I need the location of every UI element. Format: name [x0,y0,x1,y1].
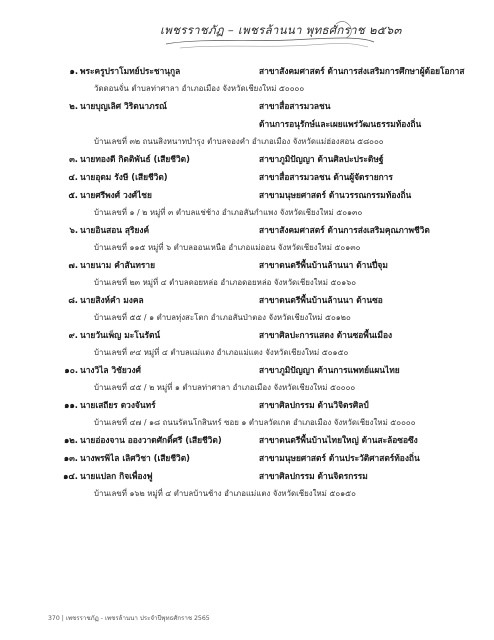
entry-name: นายอ่องจาน อองวาดศักดิ์ศรี (เสียชีวิต) [80,435,222,445]
entry-name: นายบุญเลิศ วิริตนาภรณ์ [80,101,167,111]
list-item [0,291,494,326]
entry-name: นายสิงห์คำ มงคล [80,295,144,305]
entry-field: สาขามนุษยศาสตร์ ด้านประวัติศาสตร์ท้องถิ่น [259,453,420,463]
entry-address: วัดดอนจั่น ตำบลท่าศาลา อำเภอเมือง จังหวัดเชียงใหม่ ๕๐๐๐๐ [94,84,305,93]
entry-name: นายอินสอน สุริยงค์ [80,225,150,235]
entry-name: นายอุดม รังษี (เสียชีวิต) [80,172,168,182]
list-item [0,467,494,502]
entry-field: สาขาสื่อสารมวลชน ด้านผู้จัดรายการ [259,172,393,182]
entry-field-continued: ด้านการอนุรักษ์และเผยแพร่วัฒนธรรมท้องถิ่น [259,119,422,129]
awardee-list [0,62,494,502]
entry-name: นายวันเพ็ญ มะโนรัตน์ [80,330,161,340]
list-item [0,168,494,186]
entry-field: สาขาสื่อสารมวลชน [259,101,331,111]
entry-field: สาขาศิลปกรรม ด้านจิตรกรรม [259,471,368,481]
entry-address: บ้านเลขที่ ๑๑๕ หมู่ที่ ๖ ตำบลออนเหนือ อำเภอแม่ออน จังหวัดเชียงใหม่ ๕๐๑๓๐ [94,243,361,252]
entry-field: สาขาสังคมศาสตร์ ด้านการส่งเสริมการศึกษาผู้ด้อยโอกาส [259,66,465,76]
entry-address: บ้านเลขที่ ๑๖๒ หมู่ที่ ๔ ตำบลบ้านช้าง อำเภอแม่แตง จังหวัดเชียงใหม่ ๕๐๑๕๐ [94,489,356,498]
header-banner [160,14,402,58]
banner-title: เพชรราชภัฏ – เพชรล้านนา พุทธศักราช ๒๕๖๓ [160,23,402,37]
entry-number: ๑๔. [63,471,78,481]
entry-name: นายทองดี กิตติพันธ์ (เสียชีวิต) [80,154,190,164]
entry-number: ๗. [68,260,78,270]
entry-field: สาขาภูมิปัญญา ด้านศิลปะประดิษฐ์ [259,154,384,164]
list-item [0,97,494,150]
entry-address: บ้านเลขที่ ๕๕ / ๑ ตำบลทุ่งสะโตก อำเภอสันป่าตอง จังหวัดเชียงใหม่ ๕๐๑๒๐ [94,313,351,322]
entry-number: ๖. [69,225,78,235]
entry-address: บ้านเลขที่ ๔๗ / ๑๘ ถนนรัตนโกสินทร์ ซอย ๑ ตำบลวัดเกต อำเภอเมือง จังหวัดเชียงใหม่ ๕๐๐๐๐ [94,418,416,427]
entry-name: นายแปลก กิจเพื่องฟู [80,471,153,481]
entry-name: นางพรพิไล เลิศวิชา (เสียชีวิต) [80,453,190,463]
entry-number: ๓. [69,154,78,164]
list-item [0,449,494,467]
entry-address: บ้านเลขที่ ๔๕ / ๒ หมู่ที่ ๑ ตำบลท่าศาลา อำเภอเมือง จังหวัดเชียงใหม่ ๕๐๐๐๐ [94,383,356,392]
entry-name: นางวิไล วิชัยวงศ์ [80,365,141,375]
list-item [0,186,494,221]
entry-field: สาขาศิลปะการแสดง ด้านซอพื้นเมือง [259,330,393,340]
entry-field: สาขาสังคมศาสตร์ ด้านการส่งเสริมคุณภาพชีวิต [259,225,430,235]
entry-field: สาขาศิลปกรรม ด้านวิจิตรศิลป์ [259,400,369,410]
list-item [0,62,494,97]
page-footer: 370 | เพชรราชภัฏ - เพชรล้านนา ประจำปีพุทธศักราช 2565 [48,615,210,622]
entry-address: บ้านเลขที่ ๑ / ๒ หมู่ที่ ๓ ตำบลแช่ช้าง อำเภอสันกำแพง จังหวัดเชียงใหม่ ๕๐๑๓๐ [94,208,363,217]
entry-address: บ้านเลขที่ ๒๓ หมู่ที่ ๔ ตำบลดอยหล่อ อำเภอดอยหล่อ จังหวัดเชียงใหม่ ๕๐๑๖๐ [94,278,357,287]
entry-number: ๑๑. [64,400,78,410]
entry-name: พระครูปราโมทย์ประชานุกูล [80,66,181,76]
entry-number: ๕. [68,190,78,200]
list-item [0,326,494,361]
entry-field: สาขาดนตรีพื้นบ้านล้านนา ด้านปี่จุม [259,260,388,270]
list-item [0,221,494,256]
list-item [0,150,494,168]
entry-number: ๑๒. [63,435,78,445]
entry-number: ๑๐. [64,365,78,375]
entry-number: ๔. [68,172,78,182]
entry-field: สาขามนุษยศาสตร์ ด้านวรรณกรรมท้องถิ่น [259,190,412,200]
entry-address: บ้านเลขที่ ๙๔ หมู่ที่ ๔ ตำบลแม่แตง อำเภอแม่แตง จังหวัดเชียงใหม่ ๕๐๑๕๐ [94,348,349,357]
entry-field: สาขาภูมิปัญญา ด้านการแพทย์แผนไทย [259,365,400,375]
entry-name: นายศรีพงศ์ วงศ์ไชย [80,190,152,200]
entry-number: ๑๓. [63,453,78,463]
entry-name: นายเสถียร ดวงจันทร์ [80,400,156,410]
entry-field: สาขาดนตรีพื้นบ้านไทยใหญ่ ด้านสะล้อซอซึง [259,435,418,445]
entry-number: ๑. [69,66,78,76]
entry-number: ๙. [68,330,78,340]
entry-number: ๘. [68,295,78,305]
entry-field: สาขาดนตรีพื้นบ้านล้านนา ด้านซอ [259,295,383,305]
list-item [0,431,494,449]
list-item [0,256,494,291]
entry-name: นายนาม คำสันทราย [80,260,155,270]
list-item [0,396,494,431]
entry-address: บ้านเลขที่ ๓๒ ถนนสิงหนาทบำรุง ตำบลจองคำ อำเภอเมือง จังหวัดแม่ฮ่องสอน ๕๘๐๐๐ [94,137,384,146]
entry-number: ๒. [69,101,78,111]
list-item [0,361,494,396]
